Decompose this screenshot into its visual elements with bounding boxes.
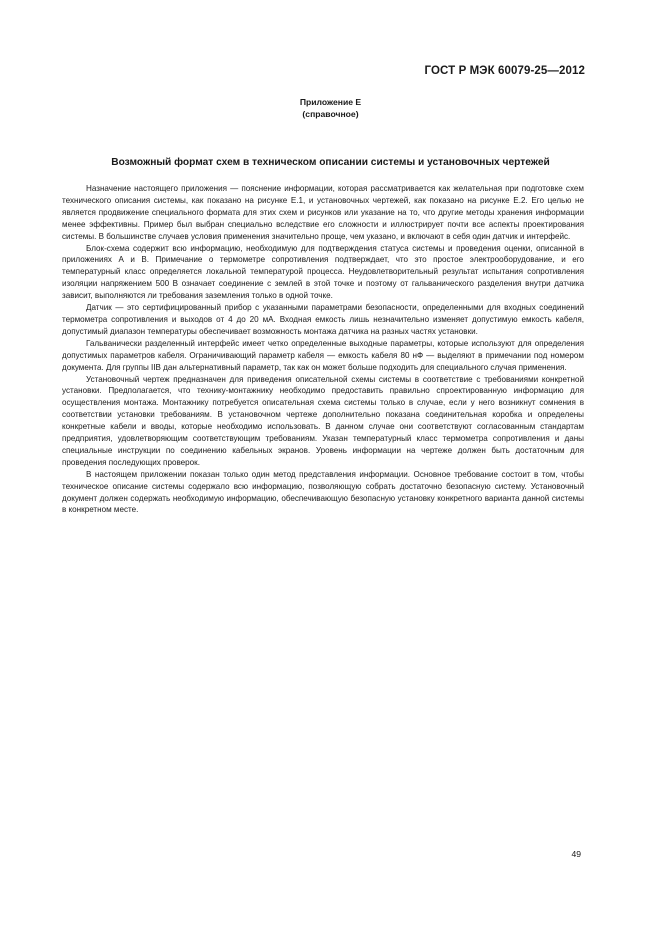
section-title: Возможный формат схем в техническом описании системы и установочных чертежей bbox=[111, 157, 550, 168]
appendix-label: Приложение Е bbox=[299, 97, 362, 107]
paragraph: Установочный чертеж предназначен для приведения описательной схемы системы в соответствие с требованиями конкретной установки. Предполагается, что технику-монтажнику необходимо предоставить правильно спроектированную информацию для осуществления монтажа. Монтажнику потребуется описательная схема системы только в случае, если у него возникнут сомнения в соответствии установки требованиям. В установочном чертеже дополнительно показана соединительная коробка и определены конкретные кабели и вводы, которые необходимо использовать. В данном случае они соответствуют согласованным стандартам предприятия, удовлетворяющим соответствующим требованиям. Указан температурный класс термометра сопротивления и даны специальные инструкции по соединению кабельных экранов. Уровень информации на чертеже должен быть достаточным для проведения последующих проверок. bbox=[62, 374, 584, 467]
document-code-header: ГОСТ Р МЭК 60079-25—2012 bbox=[424, 65, 585, 77]
paragraph: Датчик — это сертифицированный прибор с указанными параметрами безопасности, определенными для входных соединений термометра сопротивления и выходов от 4 до 20 мА. Входная емкость лишь незначительно изменяет допустимую емкость кабеля, допустимый диапазон температуры обеспечивает возможность монтажа датчика на разных частях установки. bbox=[62, 303, 584, 336]
paragraph: Гальванически разделенный интерфейс имеет четко определенные выходные параметры, которые используют для определения допустимых параметров кабеля. Ограничивающий параметр кабеля — емкость кабеля 80 нФ — выделяют в примечании под номером документа. Для группы IIВ дан альтернативный параметр, так как он может больше подходить для специального случая применения. bbox=[62, 338, 584, 372]
body-text bbox=[62, 183, 584, 516]
paragraph: Блок-схема содержит всю информацию, необходимую для подтверждения статуса системы и проведения оценки, описанной в приложениях А и В. Примечание о термометре сопротивления подтверждает, что это простое электрооборудование, и его температурный класс определяется локальной температурой процесса. Неудовлетворительный результат испытания сопротивления изоляции напряжением 500 В означает соединение с землей в этой точке и поэтому от гальванического разделения внутри датчика зависит, выполняются ли требования заземления только в одной точке. bbox=[62, 243, 584, 301]
appendix-type: (справочное) bbox=[302, 108, 359, 119]
paragraph: В настоящем приложении показан только один метод представления информации. Основное требование состоит в том, чтобы техническое описание системы содержало всю информацию, позволяющую собрать достаточно безопасную систему. Установочный документ должен содержать необходимую информацию, обеспечивающую безопасную установку конкретного варианта данной системы в конкретном месте. bbox=[62, 469, 584, 515]
appendix-heading bbox=[0, 97, 661, 120]
paragraph: Назначение настоящего приложения — пояснение информации, которая рассматривается как желательная при подготовке схем технического описания системы, как показано на рисунке Е.1, и установочных чертежей, как показано на рисунке Е.2. Его целью не является продвижение специального формата для этих схем и рисунков или указание на то, что другие методы хранения информации менее эффективны. Пример был выбран специально вследствие его сложности и иллюстрирует почти все аспекты проектирования системы. В большинстве случаев условия применения значительно проще, чем указано, и включают в себя один датчик и интерфейс. bbox=[62, 184, 584, 241]
page-number: 49 bbox=[571, 849, 581, 859]
